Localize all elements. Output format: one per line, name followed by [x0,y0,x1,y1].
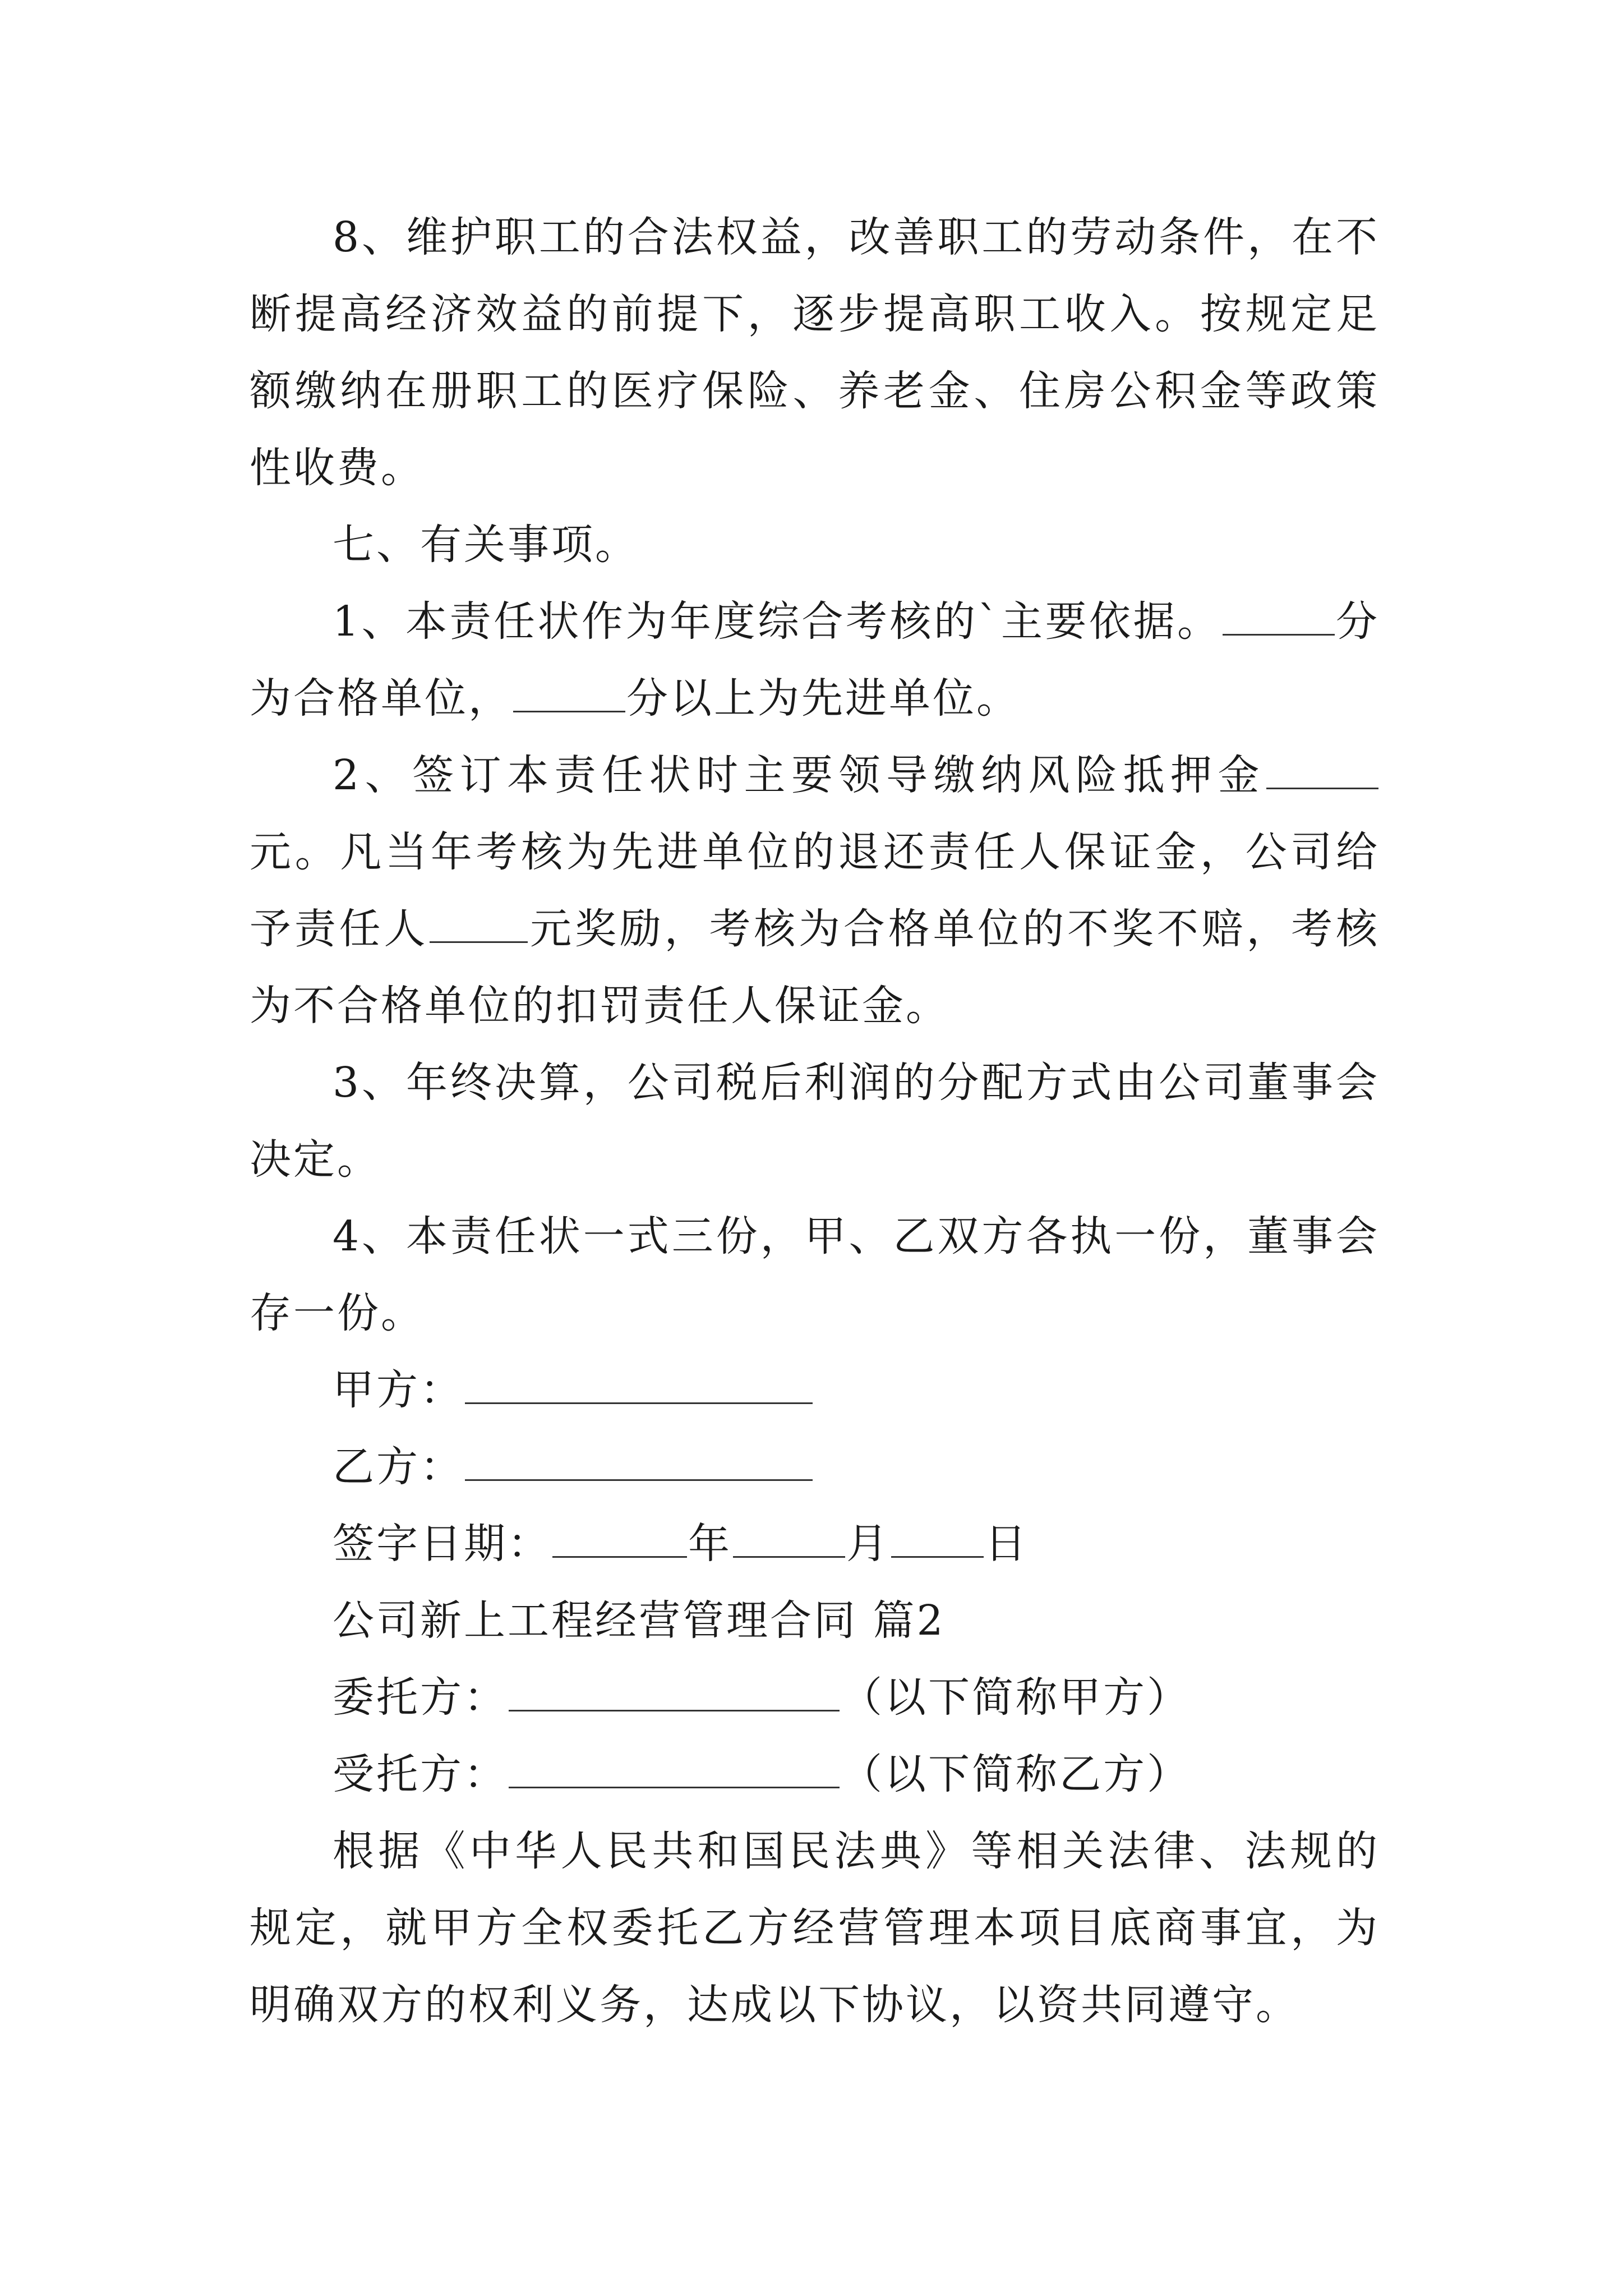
document-body [250,199,1380,2044]
clause-4-paragraph: 4、本责任状一式三份，甲、乙双方各执一份，董事会存一份。 [250,1212,1380,1337]
sign-date-label: 签字日期： [333,1520,551,1568]
clause-1-text-c: 分以上为先进单位。 [626,674,1020,723]
client-line [250,1659,1380,1736]
section-heading-related-matters: 七、有关事项。 [333,521,639,569]
clause-2-text-c: 元奖励，考核为合格单位的不奖不赔，考核为不合格单位的扣罚责任人保证金。 [250,905,1380,1030]
clause-2-paragraph [250,737,1380,1045]
client-blank [509,1671,840,1711]
clause-8-paragraph: 8、维护职工的合法权益，改善职工的劳动条件，在不断提高经济效益的前提下，逐步提高职工收入。按规定足额缴纳在册职工的医疗保险、养老金、住房公积金等政策性收费。 [250,213,1380,492]
client-note: （以下简称甲方） [841,1673,1191,1722]
month-blank [733,1517,845,1558]
party-a-line [250,1352,1380,1429]
party-b-line [250,1429,1380,1506]
score-qualified-blank [1223,595,1335,636]
clause-2-text-b: 元。凡当年考核为先进单位的退还责任人保证金，公司给予责任人 [250,828,1380,953]
party-a-blank [465,1363,813,1404]
trustee-blank [509,1747,840,1788]
contract-preamble-paragraph: 根据《中华人民共和国民法典》等相关法律、法规的规定，就甲方全权委托乙方经营管理本项目底商事宜，为明确双方的权利义务，达成以下协议，以资共同遵守。 [250,1827,1380,2029]
score-advanced-blank [513,671,625,712]
client-label: 委托方： [333,1673,508,1722]
reward-amount-blank [430,902,528,943]
year-label: 年 [688,1520,732,1568]
sign-date-line [250,1506,1380,1582]
party-b-label: 乙方： [333,1443,464,1491]
day-label: 日 [985,1520,1029,1568]
party-b-blank [465,1440,813,1481]
trustee-line [250,1736,1380,1813]
trustee-label: 受托方： [333,1750,508,1798]
clause-1-text-b: 分为合格单位， [250,597,1380,723]
clause-3-paragraph: 3、年终决算，公司税后利润的分配方式由公司董事会决定。 [250,1059,1380,1184]
month-label: 月 [846,1520,890,1568]
party-a-label: 甲方： [333,1366,464,1414]
clause-1-paragraph [250,583,1380,737]
section-title: 公司新上工程经营管理合同 篇2 [333,1596,946,1645]
trustee-note: （以下简称乙方） [841,1750,1191,1798]
deposit-amount-blank [1266,748,1378,789]
clause-1-text-a: 1、本责任状作为年度综合考核的`主要依据。 [333,597,1221,646]
year-blank [552,1517,687,1558]
day-blank [891,1517,984,1558]
clause-2-text-a: 2、签订本责任状时主要领导缴纳风险抵押金 [333,751,1265,799]
